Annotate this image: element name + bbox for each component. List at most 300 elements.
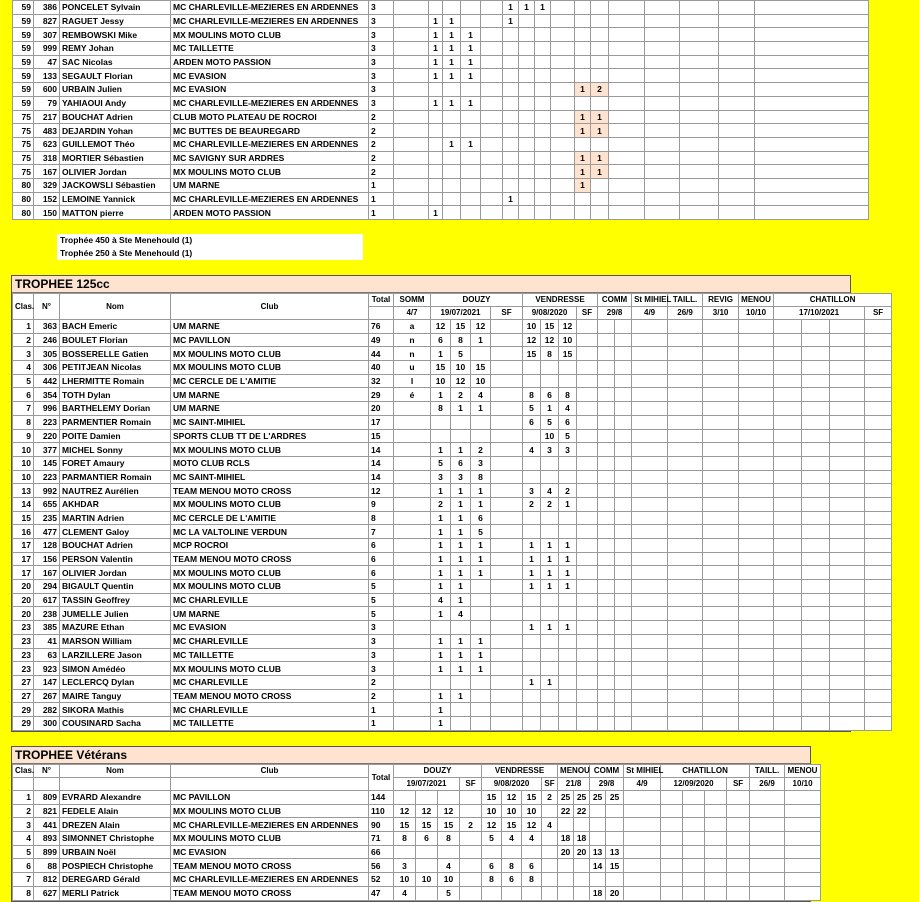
rider-name-cell: MICHEL Sonny	[60, 443, 171, 457]
score-cell: 12	[394, 804, 416, 818]
score-cell	[461, 1, 481, 15]
table-row	[13, 818, 821, 832]
score-cell	[394, 14, 429, 28]
score-cell: 1	[535, 1, 551, 15]
score-cell	[755, 96, 869, 110]
rider-name-cell: SIMONNET Christophe	[60, 832, 171, 846]
col-chatillon: CHATILLON	[661, 765, 750, 778]
score-cell	[624, 818, 661, 832]
score-cell	[577, 703, 598, 717]
score-cell	[443, 206, 461, 220]
score-cell	[668, 525, 703, 539]
score-cell	[460, 832, 482, 846]
score-cell: 1	[451, 662, 471, 676]
score-cell	[645, 206, 680, 220]
score-cell	[680, 1, 719, 15]
score-cell	[609, 83, 645, 97]
score-cell	[558, 886, 574, 900]
score-cell	[802, 361, 830, 375]
score-cell: 2	[541, 497, 559, 511]
score-cell	[830, 320, 865, 334]
score-cell: 12	[482, 818, 502, 832]
score-cell	[615, 716, 632, 730]
score-cell	[503, 55, 519, 69]
rider-name-cell: SEGAULT Florian	[60, 69, 171, 83]
score-cell	[558, 818, 574, 832]
score-cell	[523, 689, 541, 703]
score-cell	[624, 845, 661, 859]
score-cell	[802, 593, 830, 607]
rank-cell: 8	[13, 415, 34, 429]
score-cell	[865, 388, 892, 402]
score-cell: 1	[443, 14, 461, 28]
rank-cell: 59	[13, 96, 34, 110]
score-cell: 1	[429, 14, 443, 28]
score-cell	[624, 804, 661, 818]
score-cell	[661, 845, 683, 859]
score-cell	[615, 402, 632, 416]
score-cell	[739, 689, 774, 703]
table-row	[13, 552, 892, 566]
score-cell: 12	[502, 791, 522, 805]
score-cell	[668, 648, 703, 662]
score-cell: 1	[443, 137, 461, 151]
total-cell: 5	[369, 580, 394, 594]
score-cell: 1	[575, 124, 591, 138]
score-cell	[705, 845, 727, 859]
score-cell	[703, 716, 739, 730]
score-cell	[774, 347, 802, 361]
club-cell: MC CHARLEVILLE-MEZIERES EN ARDENNES	[171, 192, 369, 206]
score-cell	[598, 593, 615, 607]
score-cell	[719, 83, 755, 97]
score-cell	[774, 525, 802, 539]
score-cell: 10	[541, 429, 559, 443]
score-cell	[394, 28, 429, 42]
score-cell	[774, 429, 802, 443]
score-cell	[774, 621, 802, 635]
score-cell	[668, 703, 703, 717]
score-cell	[577, 497, 598, 511]
score-cell: 15	[394, 818, 416, 832]
score-cell: 15	[522, 791, 542, 805]
score-cell	[703, 347, 739, 361]
score-cell	[542, 845, 558, 859]
score-cell	[551, 206, 575, 220]
total-cell: 3	[369, 621, 394, 635]
table-row	[13, 415, 892, 429]
total-cell: 40	[369, 361, 394, 375]
score-cell: 8	[559, 388, 577, 402]
rank-cell: 23	[13, 648, 34, 662]
score-cell	[416, 845, 438, 859]
score-cell: 2	[460, 818, 482, 832]
score-cell: 1	[471, 648, 491, 662]
total-cell: 5	[369, 593, 394, 607]
score-cell	[443, 192, 461, 206]
score-cell	[739, 456, 774, 470]
score-cell	[645, 1, 680, 15]
score-cell	[668, 497, 703, 511]
score-cell	[774, 374, 802, 388]
score-cell	[668, 621, 703, 635]
score-cell	[598, 662, 615, 676]
score-cell	[491, 320, 523, 334]
rider-name-cell: RAGUET Jessy	[60, 14, 171, 28]
score-cell: 1	[591, 151, 609, 165]
score-cell	[668, 662, 703, 676]
table-row	[13, 525, 892, 539]
table-row	[13, 580, 892, 594]
score-cell	[523, 361, 541, 375]
score-cell: 10	[502, 804, 522, 818]
score-cell	[535, 192, 551, 206]
score-cell	[541, 361, 559, 375]
score-cell	[739, 675, 774, 689]
rider-name-cell: PONCELET Sylvain	[60, 1, 171, 15]
score-cell: 12	[438, 804, 460, 818]
score-cell	[830, 511, 865, 525]
score-cell	[598, 703, 615, 717]
club-cell: MC SAVIGNY SUR ARDRES	[171, 151, 369, 165]
score-cell	[865, 443, 892, 457]
score-cell	[703, 456, 739, 470]
score-cell: 1	[429, 28, 443, 42]
score-cell	[774, 484, 802, 498]
score-cell	[535, 42, 551, 56]
score-cell	[632, 511, 668, 525]
score-cell	[394, 151, 429, 165]
table-row	[13, 42, 869, 56]
score-cell	[774, 552, 802, 566]
score-cell	[559, 689, 577, 703]
score-cell	[471, 621, 491, 635]
score-cell	[830, 703, 865, 717]
score-cell	[551, 124, 575, 138]
score-cell	[615, 621, 632, 635]
score-cell	[590, 832, 606, 846]
score-cell	[502, 886, 522, 900]
rider-name-cell: MARTIN Adrien	[60, 511, 171, 525]
score-cell: 1	[431, 662, 451, 676]
total-cell: 3	[369, 42, 394, 56]
rank-cell: 75	[13, 165, 34, 179]
score-cell: 2	[523, 497, 541, 511]
table-row	[13, 675, 892, 689]
score-cell	[632, 539, 668, 553]
rider-name-cell: PARMENTIER Romain	[60, 415, 171, 429]
score-cell	[598, 484, 615, 498]
total-cell: 3	[369, 1, 394, 15]
score-cell	[755, 165, 869, 179]
score-cell	[443, 83, 461, 97]
score-cell	[519, 55, 535, 69]
score-cell	[774, 648, 802, 662]
table-row	[13, 1, 869, 15]
score-cell: 1	[541, 580, 559, 594]
score-cell	[865, 689, 892, 703]
table-row	[13, 539, 892, 553]
score-cell	[865, 662, 892, 676]
score-cell: 6	[482, 859, 502, 873]
score-cell	[865, 374, 892, 388]
score-cell	[645, 151, 680, 165]
score-cell: 1	[451, 443, 471, 457]
total-cell: 110	[369, 804, 394, 818]
score-cell	[429, 137, 443, 151]
score-cell	[394, 443, 431, 457]
score-cell	[394, 55, 429, 69]
rider-name-cell: OLIVIER Jordan	[60, 566, 171, 580]
score-cell	[606, 832, 624, 846]
total-cell: 49	[369, 333, 394, 347]
score-cell	[471, 429, 491, 443]
score-cell	[577, 374, 598, 388]
score-cell	[491, 593, 523, 607]
club-cell: MC CERCLE DE L'AMITIE	[171, 511, 369, 525]
total-cell: 3	[369, 14, 394, 28]
score-cell	[394, 165, 429, 179]
score-cell	[541, 689, 559, 703]
score-cell	[739, 648, 774, 662]
score-cell	[394, 192, 429, 206]
rank-cell: 59	[13, 14, 34, 28]
score-cell	[519, 151, 535, 165]
score-cell	[519, 28, 535, 42]
score-cell	[632, 456, 668, 470]
score-cell	[645, 110, 680, 124]
score-cell	[865, 525, 892, 539]
score-cell	[830, 566, 865, 580]
score-cell	[575, 69, 591, 83]
score-cell: 2	[542, 791, 558, 805]
score-cell	[461, 124, 481, 138]
table-row	[13, 124, 869, 138]
score-cell	[443, 151, 461, 165]
total-cell: 2	[369, 165, 394, 179]
rider-name-cell: URBAIN Julien	[60, 83, 171, 97]
score-cell	[551, 165, 575, 179]
score-cell	[481, 55, 503, 69]
score-cell	[519, 165, 535, 179]
score-cell: 1	[443, 96, 461, 110]
score-cell	[739, 580, 774, 594]
total-cell: 47	[369, 886, 394, 900]
score-cell	[802, 607, 830, 621]
score-cell	[503, 28, 519, 42]
score-cell: 1	[503, 192, 519, 206]
score-cell	[802, 566, 830, 580]
score-cell	[865, 361, 892, 375]
score-cell	[394, 206, 429, 220]
number-cell: 267	[34, 689, 60, 703]
score-cell	[703, 703, 739, 717]
score-cell	[830, 689, 865, 703]
score-cell	[598, 497, 615, 511]
score-cell	[491, 456, 523, 470]
score-cell: 6	[523, 415, 541, 429]
score-cell: 1	[431, 511, 451, 525]
score-cell	[703, 374, 739, 388]
score-cell	[460, 791, 482, 805]
score-cell: 1	[431, 634, 451, 648]
score-cell	[431, 675, 451, 689]
score-cell	[542, 859, 558, 873]
score-cell	[598, 443, 615, 457]
rank-cell: 80	[13, 192, 34, 206]
table-row	[13, 333, 892, 347]
score-cell	[491, 497, 523, 511]
score-cell	[491, 347, 523, 361]
score-cell	[755, 110, 869, 124]
score-cell	[394, 429, 431, 443]
score-cell	[668, 716, 703, 730]
number-cell: 363	[34, 320, 60, 334]
col-menou: MENOU	[739, 294, 774, 307]
score-cell	[705, 791, 727, 805]
score-cell: 5	[451, 347, 471, 361]
col-vendresse: VENDRESSE	[482, 765, 558, 778]
score-cell: 22	[574, 804, 590, 818]
score-cell	[632, 333, 668, 347]
score-cell	[615, 333, 632, 347]
score-cell	[668, 456, 703, 470]
score-cell	[703, 634, 739, 648]
score-cell	[471, 703, 491, 717]
club-cell: MC CHARLEVILLE-MEZIERES EN ARDENNES	[171, 14, 369, 28]
table-row	[13, 151, 869, 165]
score-cell	[705, 818, 727, 832]
rank-cell: 1	[13, 791, 34, 805]
score-cell	[575, 96, 591, 110]
score-cell	[491, 689, 523, 703]
score-cell	[750, 791, 785, 805]
score-cell	[774, 456, 802, 470]
score-cell	[683, 804, 705, 818]
number-cell: 483	[34, 124, 60, 138]
score-cell	[558, 859, 574, 873]
score-cell	[865, 566, 892, 580]
rank-cell: 5	[13, 845, 34, 859]
total-cell: 76	[369, 320, 394, 334]
rider-name-cell: LARZILLERE Jason	[60, 648, 171, 662]
score-cell	[683, 791, 705, 805]
score-cell	[577, 675, 598, 689]
score-cell	[830, 470, 865, 484]
score-cell	[523, 456, 541, 470]
score-cell: 6	[522, 859, 542, 873]
score-cell	[830, 716, 865, 730]
rider-name-cell: TOTH Dylan	[60, 388, 171, 402]
score-cell	[491, 662, 523, 676]
score-cell	[491, 552, 523, 566]
score-cell	[590, 873, 606, 887]
score-cell	[830, 415, 865, 429]
score-cell	[774, 443, 802, 457]
score-cell	[394, 402, 431, 416]
score-cell	[830, 648, 865, 662]
rider-name-cell: SIKORA Mathis	[60, 703, 171, 717]
score-cell: 1	[519, 1, 535, 15]
score-cell: 20	[606, 886, 624, 900]
score-cell: 10	[522, 804, 542, 818]
score-cell: 1	[471, 634, 491, 648]
rider-name-cell: LECLERCQ Dylan	[60, 675, 171, 689]
table-row	[13, 137, 869, 151]
score-cell: 1	[431, 539, 451, 553]
score-cell: l	[394, 374, 431, 388]
score-cell	[632, 415, 668, 429]
score-cell	[429, 83, 443, 97]
score-cell	[541, 525, 559, 539]
score-cell	[615, 689, 632, 703]
score-cell	[703, 497, 739, 511]
score-cell	[727, 818, 750, 832]
table-row	[13, 165, 869, 179]
score-cell	[680, 55, 719, 69]
score-cell	[739, 361, 774, 375]
rider-name-cell: DEREGARD Gérald	[60, 873, 171, 887]
club-cell: MX MOULINS MOTO CLUB	[171, 28, 369, 42]
score-cell	[632, 347, 668, 361]
score-cell	[394, 552, 431, 566]
score-cell	[668, 388, 703, 402]
rank-cell: 16	[13, 525, 34, 539]
score-cell	[830, 456, 865, 470]
table-row	[13, 374, 892, 388]
score-cell: 22	[558, 804, 574, 818]
number-cell: 441	[34, 818, 60, 832]
number-cell: 294	[34, 580, 60, 594]
col-menou: MENOU	[558, 765, 590, 778]
score-cell	[394, 621, 431, 635]
rank-cell: 2	[13, 333, 34, 347]
score-cell	[394, 96, 429, 110]
score-cell: 6	[471, 511, 491, 525]
score-cell	[460, 886, 482, 900]
score-cell: 1	[443, 55, 461, 69]
table-row	[13, 859, 821, 873]
score-cell: 1	[559, 552, 577, 566]
score-cell	[535, 206, 551, 220]
score-cell	[598, 374, 615, 388]
score-cell	[703, 415, 739, 429]
score-cell	[591, 206, 609, 220]
score-cell	[577, 662, 598, 676]
club-cell: UM MARNE	[171, 607, 369, 621]
score-cell	[460, 804, 482, 818]
score-cell	[541, 607, 559, 621]
score-cell	[559, 456, 577, 470]
table-row	[13, 361, 892, 375]
score-cell	[727, 873, 750, 887]
score-cell	[632, 566, 668, 580]
score-cell	[683, 832, 705, 846]
score-cell: 1	[471, 552, 491, 566]
score-cell	[416, 791, 438, 805]
score-cell	[739, 525, 774, 539]
rank-cell: 7	[13, 402, 34, 416]
score-cell	[575, 137, 591, 151]
club-cell: MC BUTTES DE BEAUREGARD	[171, 124, 369, 138]
score-cell	[551, 96, 575, 110]
score-cell: 3	[451, 470, 471, 484]
club-cell: MX MOULINS MOTO CLUB	[171, 832, 369, 846]
score-cell	[719, 206, 755, 220]
col-total: Total	[369, 294, 394, 307]
score-cell	[535, 137, 551, 151]
table-row	[13, 69, 869, 83]
